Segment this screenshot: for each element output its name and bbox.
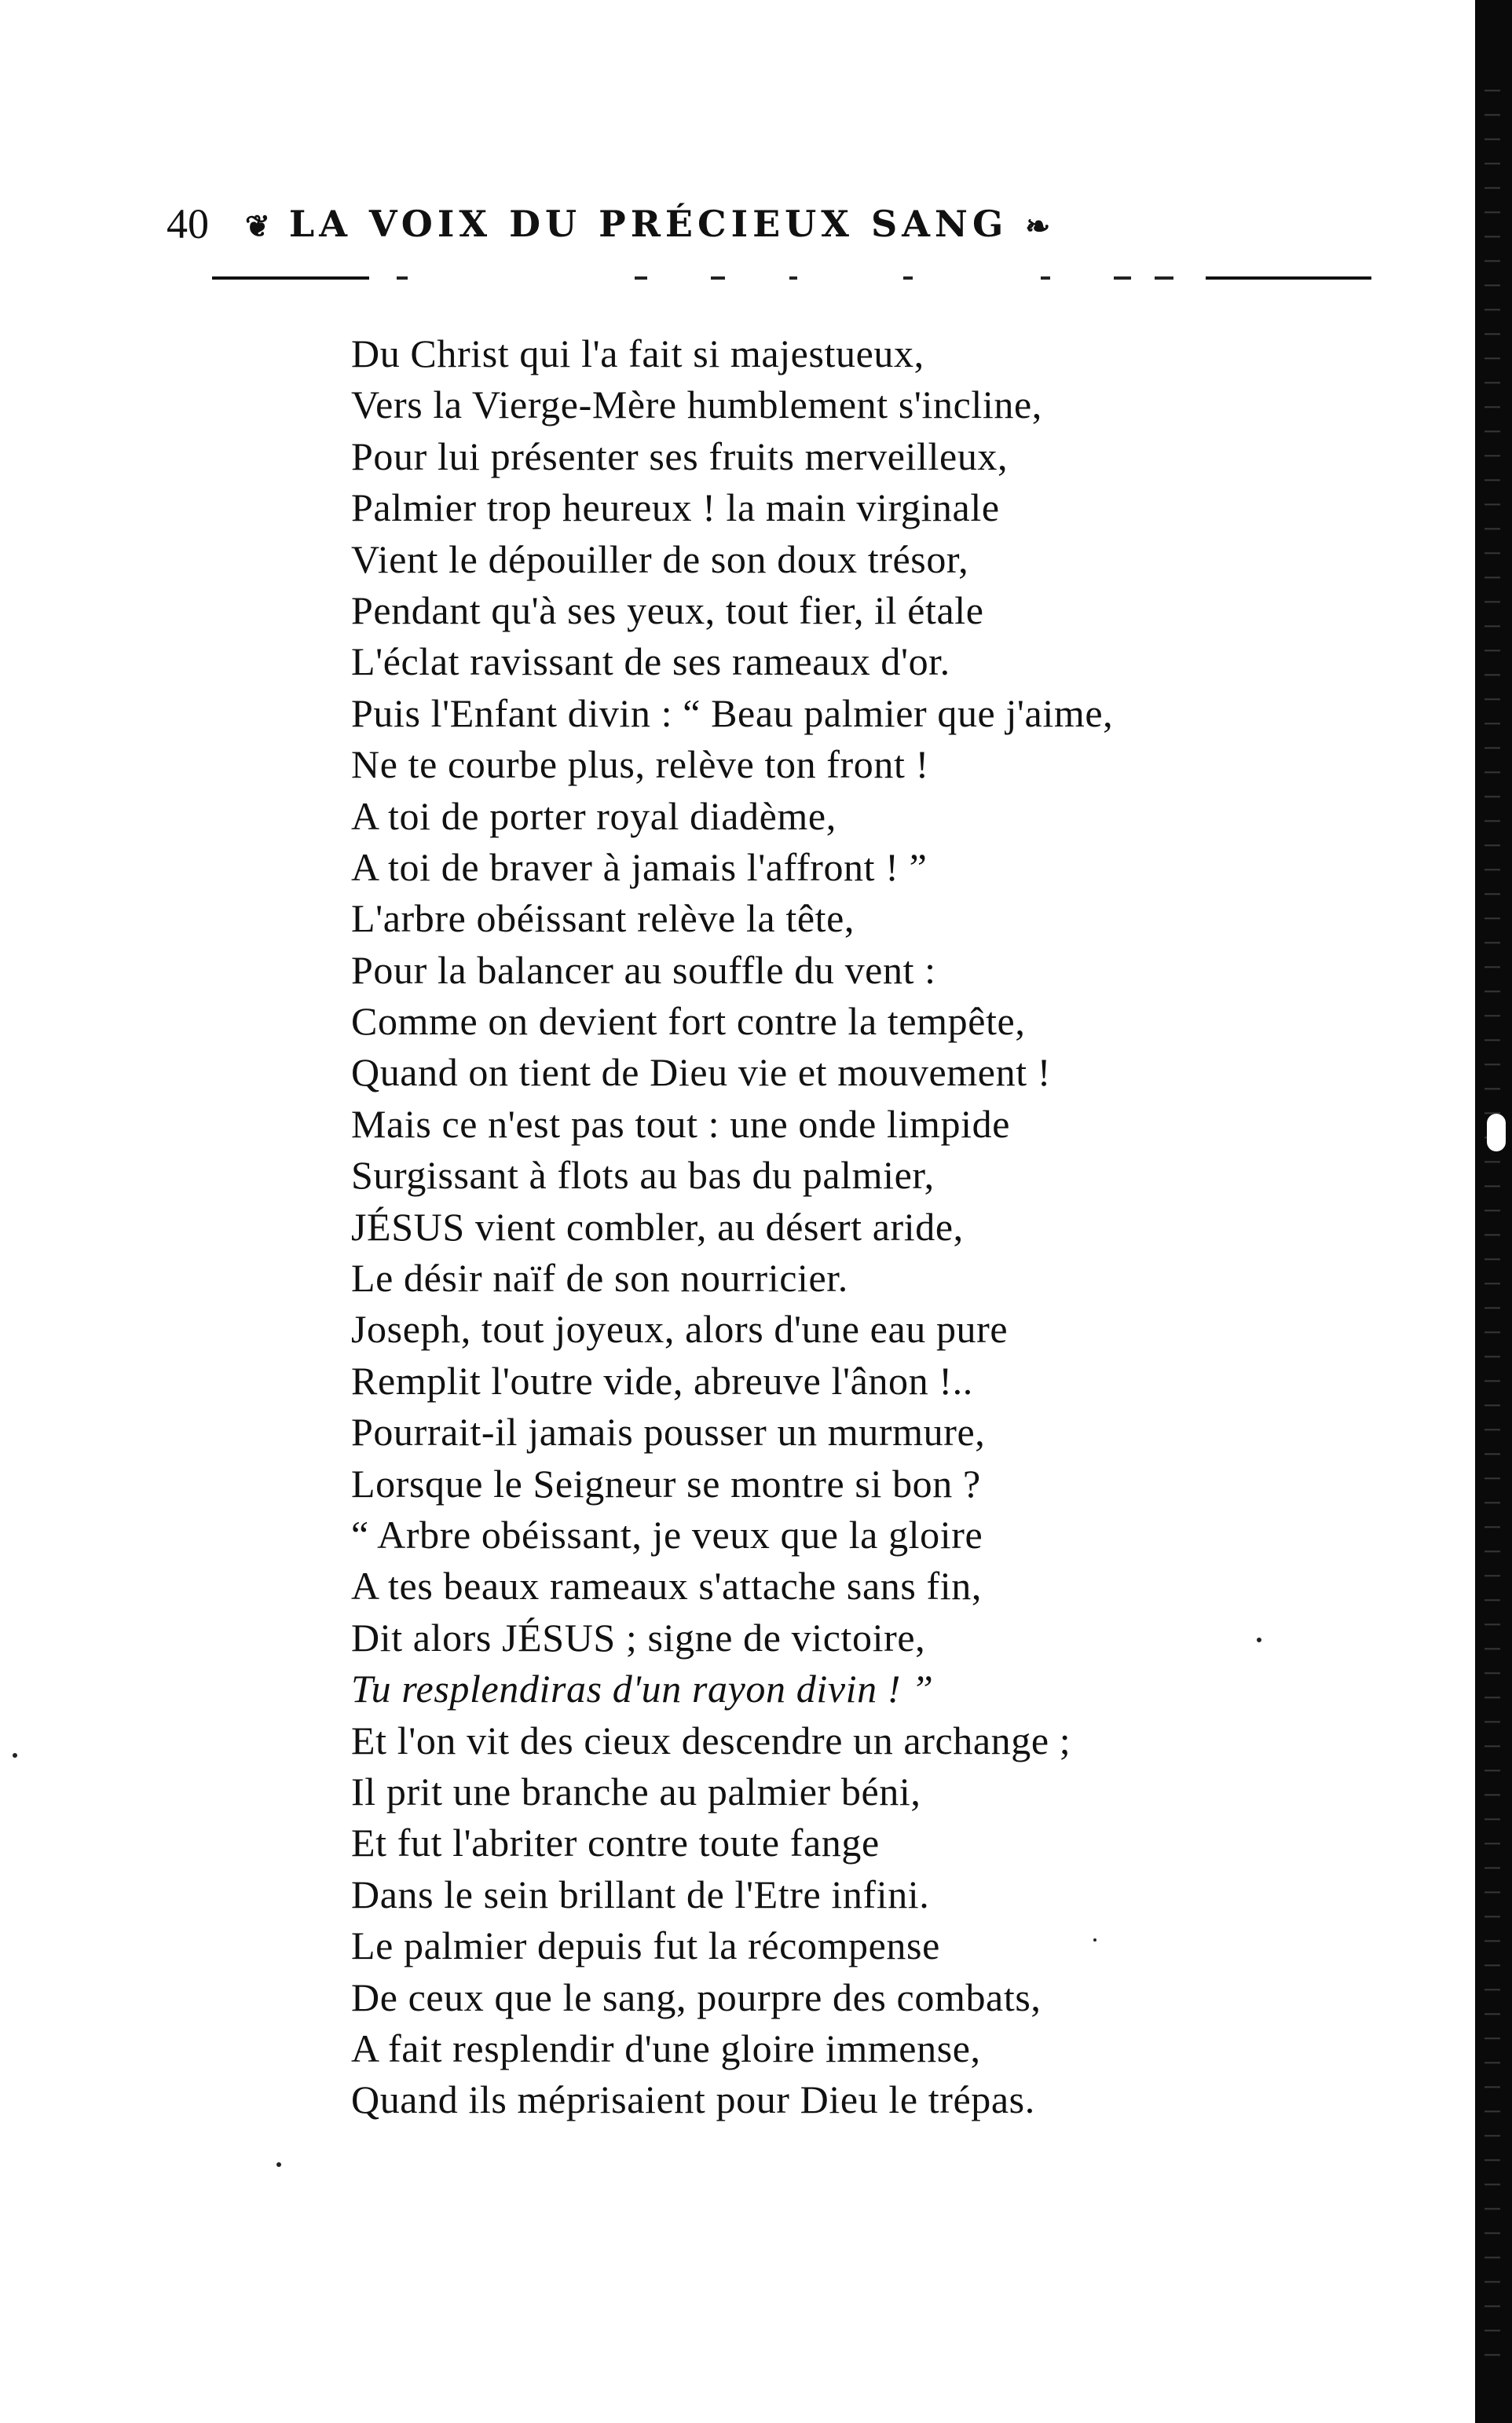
verse-line: Ne te courbe plus, relève ton front !: [351, 742, 929, 787]
verse-line: Pendant qu'à ses yeux, tout fier, il étale: [351, 587, 984, 632]
verse-line: Comme on devient fort contre la tempête,: [351, 999, 1026, 1044]
poem-verse: [351, 328, 1333, 2126]
running-head: [245, 203, 1384, 245]
verse-line: Le désir naïf de son nourricier.: [351, 1256, 848, 1301]
verse-line: Il prit une branche au palmier béni,: [351, 1769, 921, 1814]
header-rule-dash: [1041, 276, 1050, 280]
scan-speck: [1257, 1638, 1261, 1642]
verse-line: Lorsque le Seigneur se montre si bon ?: [351, 1461, 981, 1506]
verse-line: A tes beaux rameaux s'attache sans fin,: [351, 1564, 982, 1609]
verse-line: Dit alors JÉSUS ; signe de victoire,: [351, 1615, 926, 1660]
verse-line: A fait resplendir d'une gloire immense,: [351, 2026, 981, 2070]
header-rule-left: [212, 276, 369, 280]
scan-speck: [276, 2162, 281, 2167]
verse-line: Surgissant à flots au bas du palmier,: [351, 1153, 935, 1198]
left-ornament-icon: ❦: [245, 208, 272, 243]
verse-line: L'éclat ravissant de ses rameaux d'or.: [351, 639, 950, 684]
verse-line: JÉSUS vient combler, au désert aride,: [351, 1204, 964, 1249]
verse-line: Joseph, tout joyeux, alors d'une eau pure: [351, 1307, 1009, 1352]
verse-line: De ceux que le sang, pourpre des combats,: [351, 1975, 1042, 2019]
verse-line: Vient le dépouiller de son doux trésor,: [351, 536, 969, 581]
verse-line: Quand ils méprisaient pour Dieu le trépas.: [351, 2077, 1035, 2122]
header-rule-right: [1206, 276, 1371, 280]
scan-edge-notch: [1487, 1114, 1506, 1151]
verse-line: L'arbre obéissant relève la tête,: [351, 896, 855, 941]
verse-line: Remplit l'outre vide, abreuve l'ânon !..: [351, 1358, 973, 1403]
verse-line: Pourrait-il jamais pousser un murmure,: [351, 1410, 986, 1455]
verse-line: Quand on tient de Dieu vie et mouvement !: [351, 1050, 1052, 1095]
header-rule-dash: [1155, 276, 1173, 280]
header-rule-dash: [635, 276, 647, 280]
verse-line: Puis l'Enfant divin : “ Beau palmier que j'aime,: [351, 690, 1114, 735]
right-ornament-icon: ❧: [1025, 208, 1053, 243]
verse-line: Du Christ qui l'a fait si majestueux,: [351, 331, 924, 375]
page-number: 40: [167, 200, 209, 247]
header-rule-dash: [397, 276, 408, 280]
verse-line: Mais ce n'est pas tout : une onde limpide: [351, 1101, 1011, 1146]
header-rule-dash: [789, 276, 797, 280]
scan-binding-texture: [1485, 79, 1500, 2356]
verse-line: Palmier trop heureux ! la main virginale: [351, 485, 1000, 530]
verse-line: A toi de braver à jamais l'affront ! ”: [351, 844, 928, 889]
verse-line: “ Arbre obéissant, je veux que la gloire: [351, 1512, 983, 1557]
running-head-title: LA VOIX DU PRÉCIEUX SANG: [288, 203, 1009, 245]
verse-line: Dans le sein brillant de l'Etre infini.: [351, 1872, 930, 1916]
verse-line: Pour la balancer au souffle du vent :: [351, 947, 936, 992]
header-rule-dash: [903, 276, 913, 280]
verse-line: A toi de porter royal diadème,: [351, 793, 837, 838]
verse-line: Et fut l'abriter contre toute fange: [351, 1821, 880, 1865]
verse-line: Vers la Vierge-Mère humblement s'incline,: [351, 382, 1042, 427]
scan-speck: [1093, 1938, 1096, 1942]
header-rule-dash: [1114, 276, 1131, 280]
verse-line: Pour lui présenter ses fruits merveilleux,: [351, 434, 1009, 478]
verse-line: Et l'on vit des cieux descendre un archange ;: [351, 1718, 1071, 1762]
verse-line: Tu resplendiras d'un rayon divin ! ”: [351, 1667, 934, 1711]
scan-speck: [13, 1753, 17, 1758]
verse-line: Le palmier depuis fut la récompense: [351, 1923, 940, 1968]
header-rule-dash: [711, 276, 725, 280]
